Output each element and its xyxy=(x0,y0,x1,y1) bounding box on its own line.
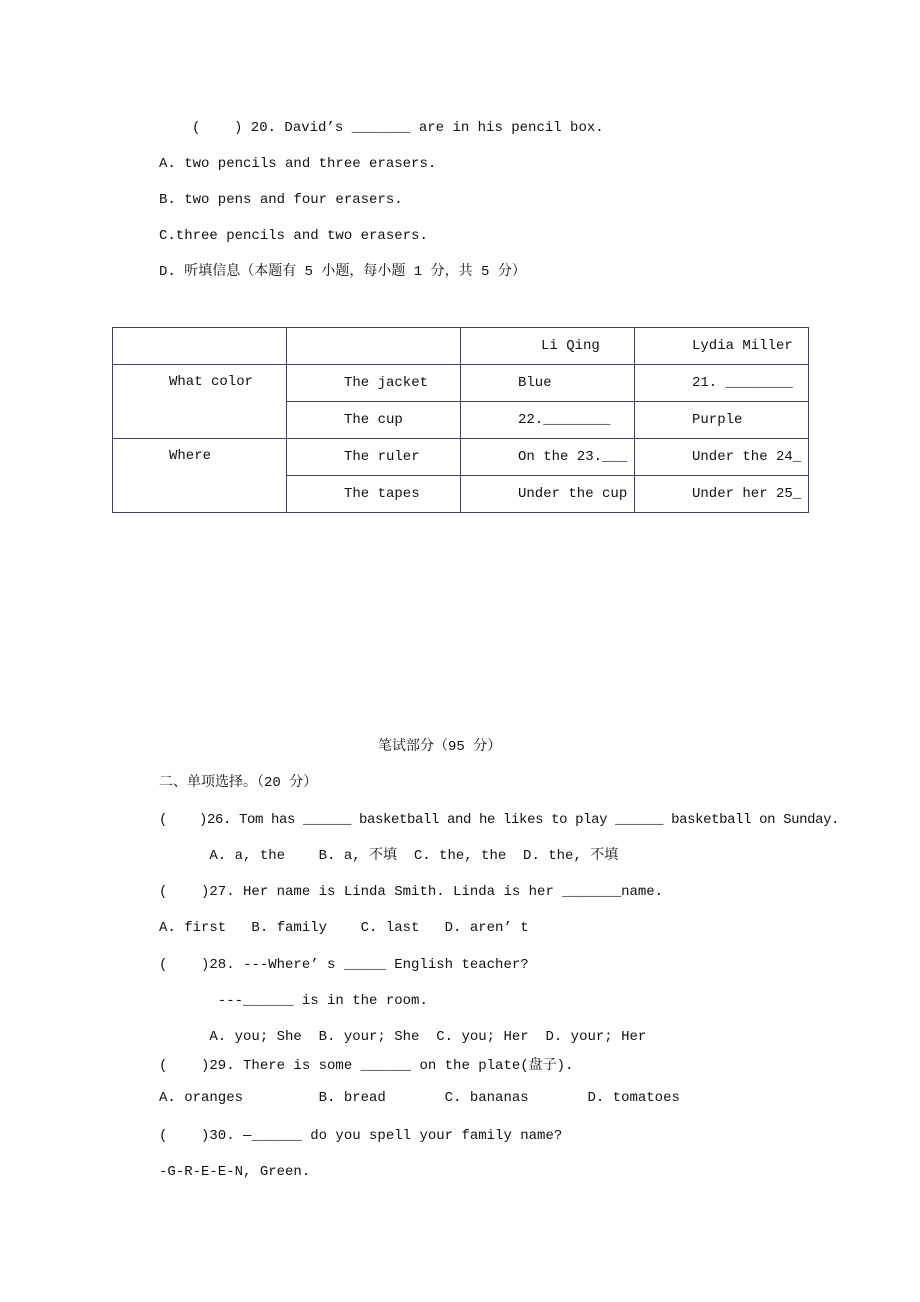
table-cell: 22.________ xyxy=(461,402,635,439)
q29-options: A. oranges B. bread C. bananas D. tomatoes xyxy=(159,1090,680,1106)
question-26: ( )26. Tom has ______ basketball and he likes to play ______ basketball on Sunday. xyxy=(159,812,840,828)
table-cell: Blue xyxy=(461,365,635,402)
table-cell: Purple xyxy=(635,402,809,439)
section-2-heading: 二、单项选择。（20 分） xyxy=(159,775,318,791)
table-cell: Under her 25_ xyxy=(635,476,809,513)
group-label: Where xyxy=(113,439,287,513)
question-20: ( ) 20. David’s _______ are in his pencil box. xyxy=(192,120,604,136)
q20-option-c: C.three pencils and two erasers. xyxy=(159,228,428,244)
question-29: ( )29. There is some ______ on the plate(盘子). xyxy=(159,1058,574,1074)
header-cell xyxy=(287,328,461,365)
q28-answer-line: ---______ is in the room. xyxy=(159,993,428,1009)
written-part-title: 笔试部分（95 分） xyxy=(378,739,502,755)
table-cell: 21. ________ xyxy=(635,365,809,402)
group-label: What color xyxy=(113,365,287,439)
question-27: ( )27. Her name is Linda Smith. Linda is her _______name. xyxy=(159,884,664,900)
table-cell: On the 23.___ xyxy=(461,439,635,476)
header-cell: Li Qing xyxy=(461,328,635,365)
q30-answer: -G-R-E-E-N, Green. xyxy=(159,1164,311,1180)
info-table xyxy=(112,327,809,513)
q27-options: A. first B. family C. last D. aren’ t xyxy=(159,920,529,936)
q28-options: A. you; She B. your; She C. you; Her D. your; Her xyxy=(159,1029,647,1045)
question-30: ( )30. —______ do you spell your family name? xyxy=(159,1128,563,1144)
question-28: ( )28. ---Where’ s _____ English teacher? xyxy=(159,957,529,973)
q20-option-a: A. two pencils and three erasers. xyxy=(159,156,437,172)
table-cell: The tapes xyxy=(287,476,461,513)
table-cell: The cup xyxy=(287,402,461,439)
q20-option-b: B. two pens and four erasers. xyxy=(159,192,403,208)
table-cell: Under the 24_ xyxy=(635,439,809,476)
q26-options: A. a, the B. a, 不填 C. the, the D. the, 不填 xyxy=(159,848,619,864)
table-cell: The jacket xyxy=(287,365,461,402)
header-cell: Lydia Miller xyxy=(635,328,809,365)
table-cell: The ruler xyxy=(287,439,461,476)
header-cell xyxy=(113,328,287,365)
listening-fill-heading: D. 听填信息（本题有 5 小题，每小题 1 分，共 5 分） xyxy=(159,264,526,280)
table-cell: Under the cup xyxy=(461,476,635,513)
